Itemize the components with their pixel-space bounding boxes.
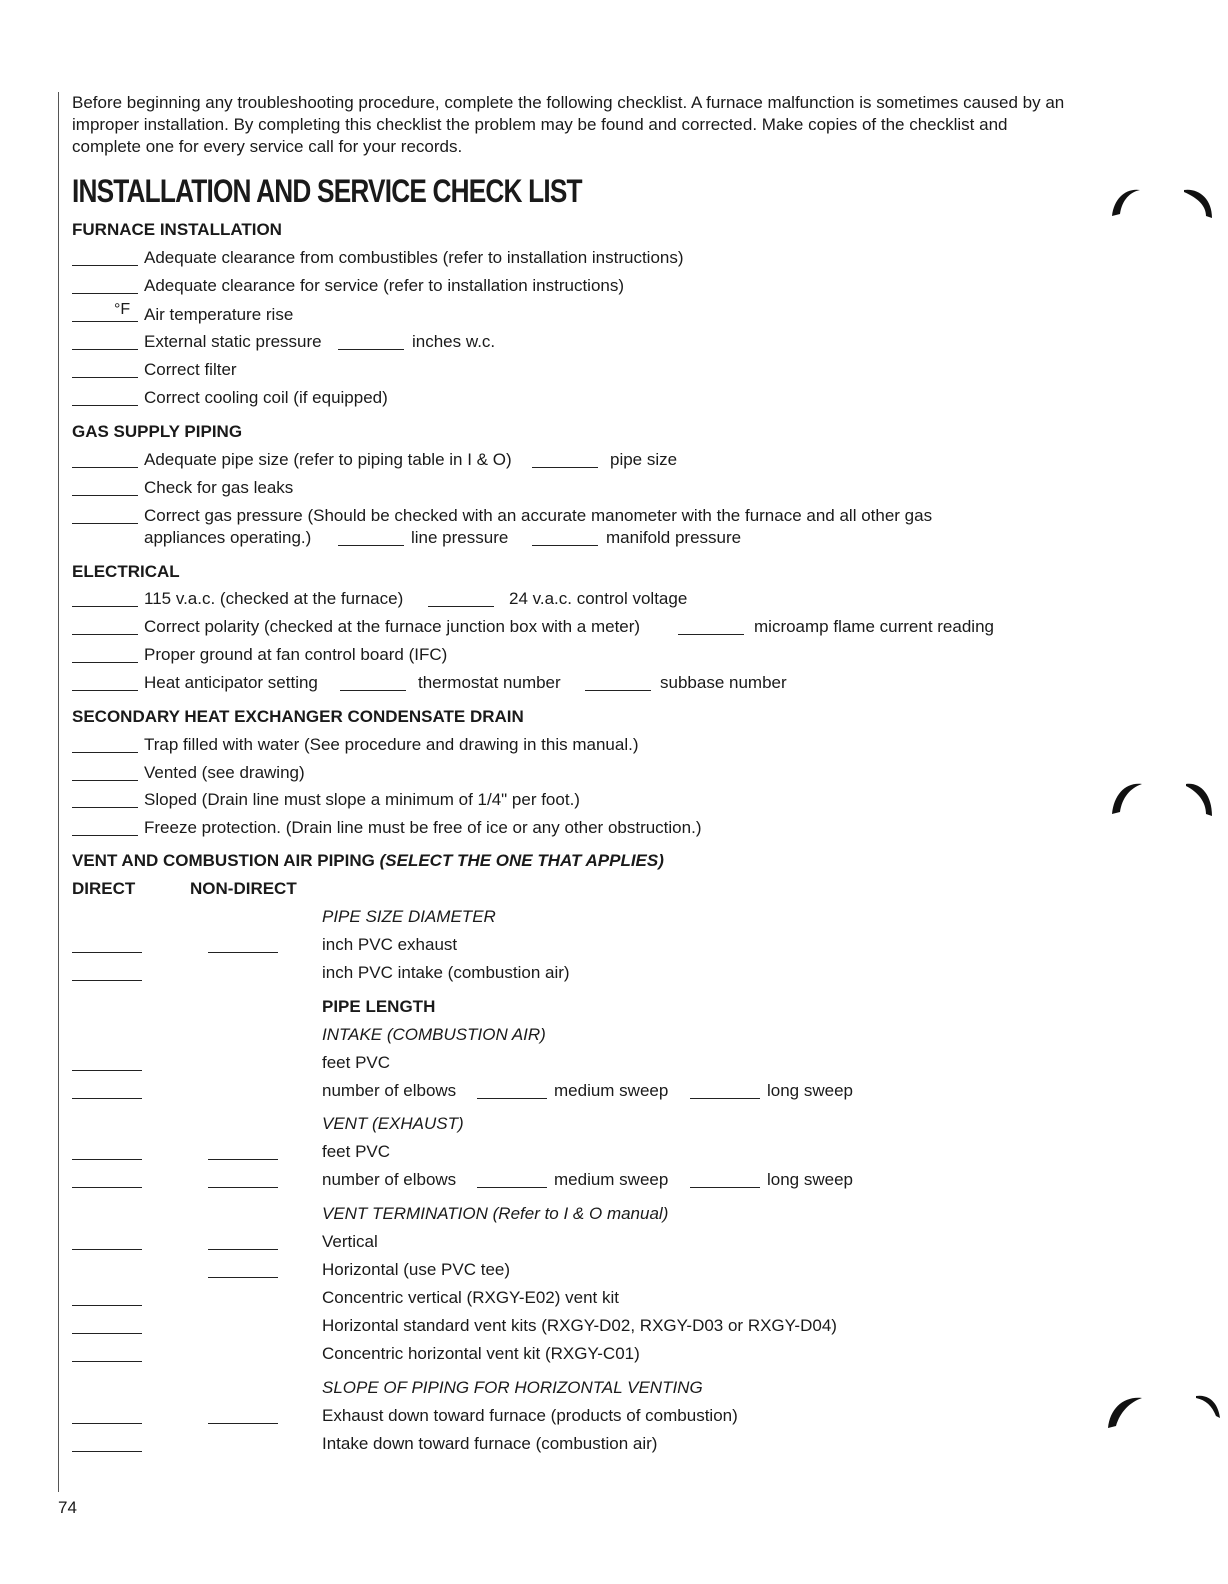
punch-hole-mark-middle bbox=[1100, 774, 1220, 824]
check-blank[interactable] bbox=[72, 523, 138, 524]
section-heading-drain: SECONDARY HEAT EXCHANGER CONDENSATE DRAIN bbox=[72, 707, 524, 726]
electrical-item: Proper ground at fan control board (IFC) bbox=[144, 645, 448, 664]
direct-blank[interactable] bbox=[72, 1333, 142, 1334]
value-blank[interactable] bbox=[428, 606, 494, 607]
termination-horizontal: Horizontal (use PVC tee) bbox=[322, 1260, 511, 1279]
slope-exhaust: Exhaust down toward furnace (products of combustion) bbox=[322, 1406, 738, 1425]
termination-vertical: Vertical bbox=[322, 1232, 378, 1251]
value-blank[interactable] bbox=[585, 690, 651, 691]
unit-fahrenheit: °F bbox=[114, 301, 131, 318]
manifold-pressure-label: manifold pressure bbox=[606, 528, 742, 547]
electrical-item: 115 v.a.c. (checked at the furnace) bbox=[144, 589, 404, 608]
exhaust-elbows-label: number of elbows bbox=[322, 1170, 457, 1189]
slope-heading: SLOPE OF PIPING FOR HORIZONTAL VENTING bbox=[322, 1378, 703, 1397]
check-blank[interactable] bbox=[72, 807, 138, 808]
exhaust-feet-pvc: feet PVC bbox=[322, 1142, 391, 1161]
furnace-item: Correct filter bbox=[144, 360, 237, 379]
check-blank[interactable] bbox=[72, 377, 138, 378]
nondirect-blank[interactable] bbox=[208, 952, 278, 953]
drain-item: Vented (see drawing) bbox=[144, 763, 305, 782]
nondirect-blank[interactable] bbox=[208, 1277, 278, 1278]
punch-hole-mark-bottom bbox=[1100, 1388, 1220, 1438]
termination-concentric-horizontal: Concentric horizontal vent kit (RXGY-C01) bbox=[322, 1344, 640, 1363]
check-blank[interactable] bbox=[72, 662, 138, 663]
control-voltage-label: 24 v.a.c. control voltage bbox=[509, 589, 688, 608]
direct-blank[interactable] bbox=[72, 1305, 142, 1306]
gas-item-cont: appliances operating.) bbox=[144, 528, 312, 547]
gas-pipe-size: pipe size bbox=[610, 450, 678, 469]
flame-current-label: microamp flame current reading bbox=[754, 617, 994, 636]
furnace-item: Correct cooling coil (if equipped) bbox=[144, 388, 388, 407]
check-blank[interactable] bbox=[72, 752, 138, 753]
section-heading-furnace: FURNACE INSTALLATION bbox=[72, 220, 282, 239]
margin-rule bbox=[58, 92, 59, 1492]
drain-item: Sloped (Drain line must slope a minimum of 1/4" per foot.) bbox=[144, 790, 580, 809]
intake-elbows-label: number of elbows bbox=[322, 1081, 457, 1100]
static-unit: inches w.c. bbox=[412, 332, 496, 351]
vent-heading-note: (SELECT THE ONE THAT APPLIES) bbox=[379, 851, 664, 870]
electrical-item: Heat anticipator setting bbox=[144, 673, 318, 692]
check-blank[interactable] bbox=[72, 467, 138, 468]
check-blank[interactable] bbox=[72, 835, 138, 836]
page-title: INSTALLATION AND SERVICE CHECK LIST bbox=[72, 173, 582, 209]
check-blank[interactable] bbox=[72, 265, 138, 266]
intake-feet-pvc: feet PVC bbox=[322, 1053, 391, 1072]
intake-long-sweep: long sweep bbox=[767, 1081, 854, 1100]
furnace-item: Air temperature rise bbox=[144, 305, 294, 324]
check-blank[interactable] bbox=[72, 349, 138, 350]
direct-blank[interactable] bbox=[72, 1159, 142, 1160]
check-blank[interactable] bbox=[72, 690, 138, 691]
exhaust-long-sweep: long sweep bbox=[767, 1170, 854, 1189]
check-blank[interactable] bbox=[72, 293, 138, 294]
direct-blank[interactable] bbox=[72, 980, 142, 981]
direct-blank[interactable] bbox=[72, 952, 142, 953]
value-blank[interactable] bbox=[338, 545, 404, 546]
punch-hole-mark-top bbox=[1100, 178, 1220, 228]
value-blank[interactable] bbox=[678, 634, 744, 635]
section-heading-vent bbox=[72, 851, 664, 871]
drain-item: Freeze protection. (Drain line must be free of ice or any other obstruction.) bbox=[144, 818, 702, 837]
check-blank[interactable] bbox=[72, 495, 138, 496]
column-non-direct: NON-DIRECT bbox=[190, 879, 297, 898]
furnace-item: Adequate clearance for service (refer to installation instructions) bbox=[144, 276, 625, 295]
termination-concentric-vertical: Concentric vertical (RXGY-E02) vent kit bbox=[322, 1288, 619, 1307]
thermostat-label: thermostat number bbox=[418, 673, 561, 692]
column-direct: DIRECT bbox=[72, 879, 136, 898]
furnace-item: Adequate clearance from combustibles (refer to installation instructions) bbox=[144, 248, 684, 267]
value-blank[interactable] bbox=[690, 1187, 760, 1188]
nondirect-blank[interactable] bbox=[208, 1159, 278, 1160]
nondirect-blank[interactable] bbox=[208, 1423, 278, 1424]
subbase-label: subbase number bbox=[660, 673, 787, 692]
direct-blank[interactable] bbox=[72, 1423, 142, 1424]
check-blank[interactable] bbox=[72, 780, 138, 781]
check-blank[interactable] bbox=[72, 321, 138, 322]
direct-blank[interactable] bbox=[72, 1098, 142, 1099]
intake-heading: INTAKE (COMBUSTION AIR) bbox=[322, 1025, 546, 1044]
direct-blank[interactable] bbox=[72, 1187, 142, 1188]
furnace-item: External static pressure bbox=[144, 332, 322, 351]
section-heading-electrical: ELECTRICAL bbox=[72, 562, 180, 581]
vent-heading-text: VENT AND COMBUSTION AIR PIPING bbox=[72, 851, 375, 870]
value-blank[interactable] bbox=[477, 1187, 547, 1188]
termination-heading: VENT TERMINATION (Refer to I & O manual) bbox=[322, 1204, 669, 1223]
intro-paragraph: Before beginning any troubleshooting procedure, complete the following checklist. A furnace malfunction is sometimes caused by an improper installation. By completing this checklist the problem may be found and corrected. Make copies of the checklist and complete one for every service call for your records. bbox=[72, 93, 1065, 156]
value-blank[interactable] bbox=[340, 690, 406, 691]
value-blank[interactable] bbox=[477, 1098, 547, 1099]
value-blank[interactable] bbox=[532, 545, 598, 546]
pvc-exhaust-label: inch PVC exhaust bbox=[322, 935, 458, 954]
pipe-size-heading: PIPE SIZE DIAMETER bbox=[322, 907, 496, 926]
vent-exhaust-heading: VENT (EXHAUST) bbox=[322, 1114, 464, 1133]
direct-blank[interactable] bbox=[72, 1451, 142, 1452]
value-blank[interactable] bbox=[690, 1098, 760, 1099]
value-blank[interactable] bbox=[338, 349, 404, 350]
pvc-intake-label: inch PVC intake (combustion air) bbox=[322, 963, 570, 982]
pipe-length-heading: PIPE LENGTH bbox=[322, 997, 436, 1016]
nondirect-blank[interactable] bbox=[208, 1187, 278, 1188]
section-heading-gas: GAS SUPPLY PIPING bbox=[72, 422, 243, 441]
page-number: 74 bbox=[58, 1498, 77, 1517]
check-blank[interactable] bbox=[72, 606, 138, 607]
gas-item: Correct gas pressure (Should be checked with an accurate manometer with the furnace and all other gas bbox=[144, 506, 933, 525]
termination-horizontal-standard: Horizontal standard vent kits (RXGY-D02, RXGY-D03 or RXGY-D04) bbox=[322, 1316, 837, 1335]
line-pressure-label: line pressure bbox=[411, 528, 509, 547]
direct-blank[interactable] bbox=[72, 1249, 142, 1250]
intake-medium-sweep: medium sweep bbox=[554, 1081, 669, 1100]
value-blank[interactable] bbox=[532, 467, 598, 468]
check-blank[interactable] bbox=[72, 634, 138, 635]
gas-item: Adequate pipe size (refer to piping table in I & O) bbox=[144, 450, 512, 469]
slope-intake: Intake down toward furnace (combustion air) bbox=[322, 1434, 658, 1453]
check-blank[interactable] bbox=[72, 405, 138, 406]
electrical-item: Correct polarity (checked at the furnace junction box with a meter) bbox=[144, 617, 641, 636]
direct-blank[interactable] bbox=[72, 1070, 142, 1071]
exhaust-medium-sweep: medium sweep bbox=[554, 1170, 669, 1189]
gas-item: Check for gas leaks bbox=[144, 478, 294, 497]
nondirect-blank[interactable] bbox=[208, 1249, 278, 1250]
direct-blank[interactable] bbox=[72, 1361, 142, 1362]
drain-item: Trap filled with water (See procedure and drawing in this manual.) bbox=[144, 735, 639, 754]
